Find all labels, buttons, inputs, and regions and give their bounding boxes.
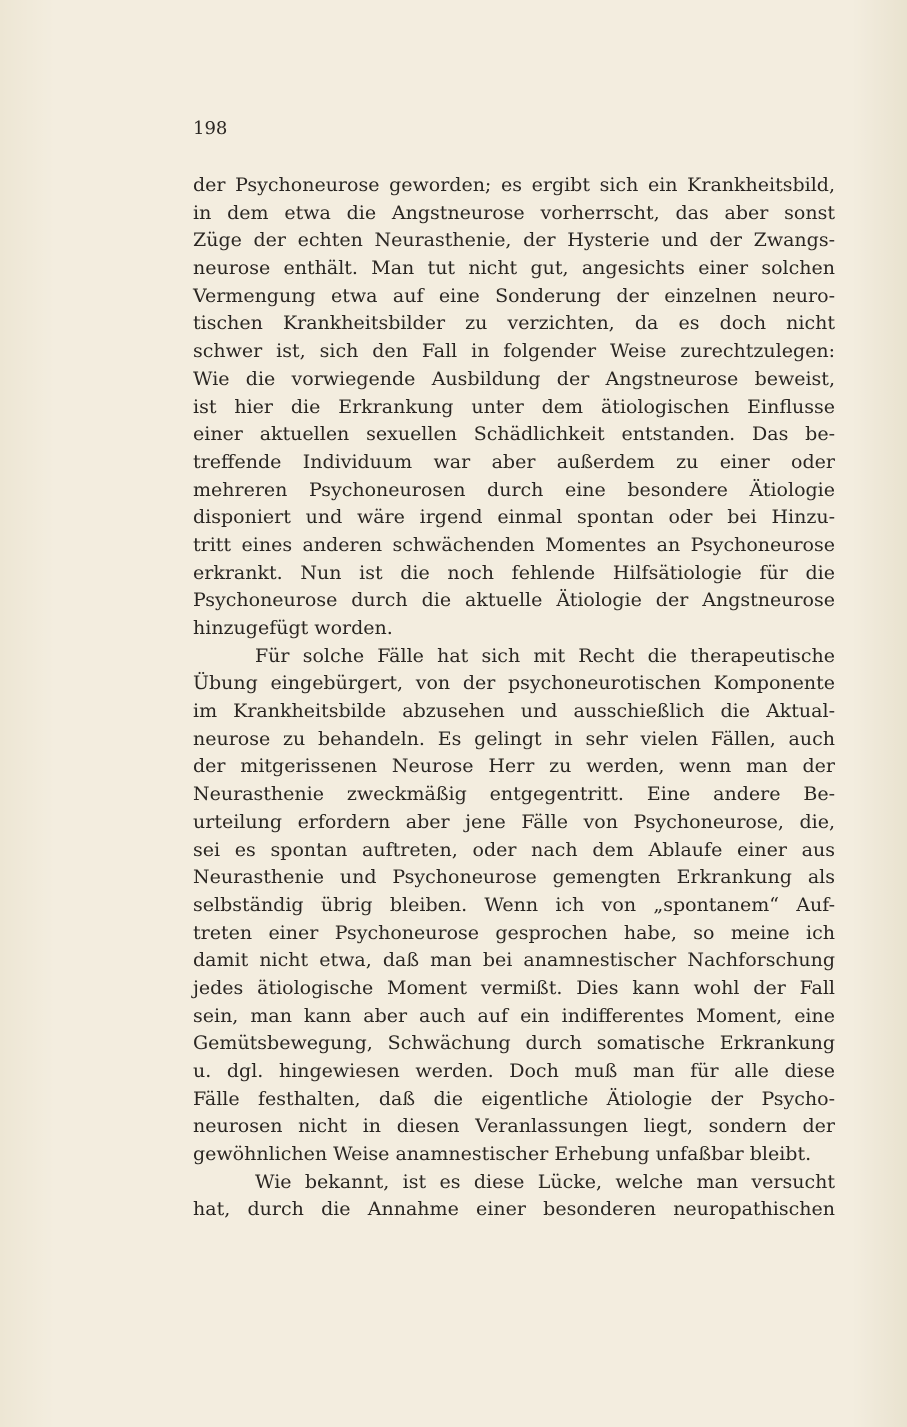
text-line: Für solche Fälle hat sich mit Recht die therapeutische: [255, 644, 835, 667]
text-line: Neurasthenie und Psychoneurose gemengten Erkrankung als: [193, 866, 835, 889]
text-line: tischen Krankheitsbilder zu verzichten, da es doch nicht: [193, 312, 835, 335]
text-line: disponiert und wäre irgend einmal spontan oder bei Hinzu-: [193, 506, 835, 529]
page-number: 198: [193, 118, 228, 139]
text-line: Wie bekannt, ist es diese Lücke, welche man versucht: [255, 1170, 835, 1193]
text-line: u. dgl. hingewiesen werden. Doch muß man für alle diese: [193, 1060, 835, 1082]
text-line: neurosen nicht in diesen Veranlassungen liegt, sondern der: [193, 1115, 835, 1138]
text-line: neurose zu behandeln. Es gelingt in sehr vielen Fällen, auch: [193, 727, 835, 750]
text-line: der Psychoneurose geworden; es ergibt sich ein Krankheitsbild,: [193, 174, 835, 196]
text-line: Wie die vorwiegende Ausbildung der Angstneurose beweist,: [193, 367, 835, 390]
body-text: [193, 172, 835, 1224]
text-line: Fälle festhalten, daß die eigentliche Ätiologie der Psycho-: [193, 1087, 835, 1110]
text-line: treten einer Psychoneurose gesprochen habe, so meine ich: [193, 921, 835, 944]
text-line: hat, durch die Annahme einer besonderen neuropathischen: [193, 1198, 835, 1221]
text-line: treffende Individuum war aber außerdem zu einer oder: [193, 450, 835, 473]
text-line: selbständig übrig bleiben. Wenn ich von „spontanem“ Auf-: [193, 893, 835, 916]
text-line: schwer ist, sich den Fall in folgender Weise zurechtzulegen:: [193, 340, 835, 363]
text-line: einer aktuellen sexuellen Schädlichkeit entstanden. Das be-: [193, 423, 835, 446]
text-line: gewöhnlichen Weise anamnestischer Erhebung unfaßbar bleibt.: [193, 1143, 812, 1166]
text-line: im Krankheitsbilde abzusehen und ausschießlich die Aktual-: [193, 700, 835, 723]
text-line: jedes ätiologische Moment vermißt. Dies kann wohl der Fall: [193, 976, 835, 999]
text-line: ist hier die Erkrankung unter dem ätiologischen Einflusse: [193, 395, 835, 418]
text-line: sein, man kann aber auch auf ein indifferentes Moment, eine: [193, 1004, 835, 1027]
text-line: erkrankt. Nun ist die noch fehlende Hilfsätiologie für die: [193, 561, 835, 584]
text-line: der mitgerissenen Neurose Herr zu werden, wenn man der: [193, 755, 835, 778]
text-line: in dem etwa die Angstneurose vorherrscht, das aber sonst: [193, 201, 835, 224]
text-line: urteilung erfordern aber jene Fälle von Psychoneurose, die,: [193, 810, 835, 833]
text-line: sei es spontan auftreten, oder nach dem Ablaufe einer aus: [193, 838, 835, 861]
text-line: Gemütsbewegung, Schwächung durch somatische Erkrankung: [193, 1032, 835, 1055]
text-line: neurose enthält. Man tut nicht gut, angesichts einer solchen: [193, 257, 835, 280]
text-line: hinzugefügt worden.: [193, 617, 393, 639]
text-line: Neurasthenie zweckmäßig entgegentritt. Eine andere Be-: [193, 783, 835, 806]
text-line: Züge der echten Neurasthenie, der Hysterie und der Zwangs-: [193, 229, 835, 252]
text-line: damit nicht etwa, daß man bei anamnestischer Nachforschung: [193, 949, 835, 972]
text-line: tritt eines anderen schwächenden Momentes an Psychoneurose: [193, 533, 835, 556]
text-line: Vermengung etwa auf eine Sonderung der einzelnen neuro-: [193, 284, 835, 307]
text-line: Übung eingebürgert, von der psychoneurotischen Komponente: [193, 672, 835, 695]
text-line: mehreren Psychoneurosen durch eine besondere Ätiologie: [193, 478, 835, 501]
text-line: Psychoneurose durch die aktuelle Ätiologie der Angstneurose: [193, 589, 835, 612]
